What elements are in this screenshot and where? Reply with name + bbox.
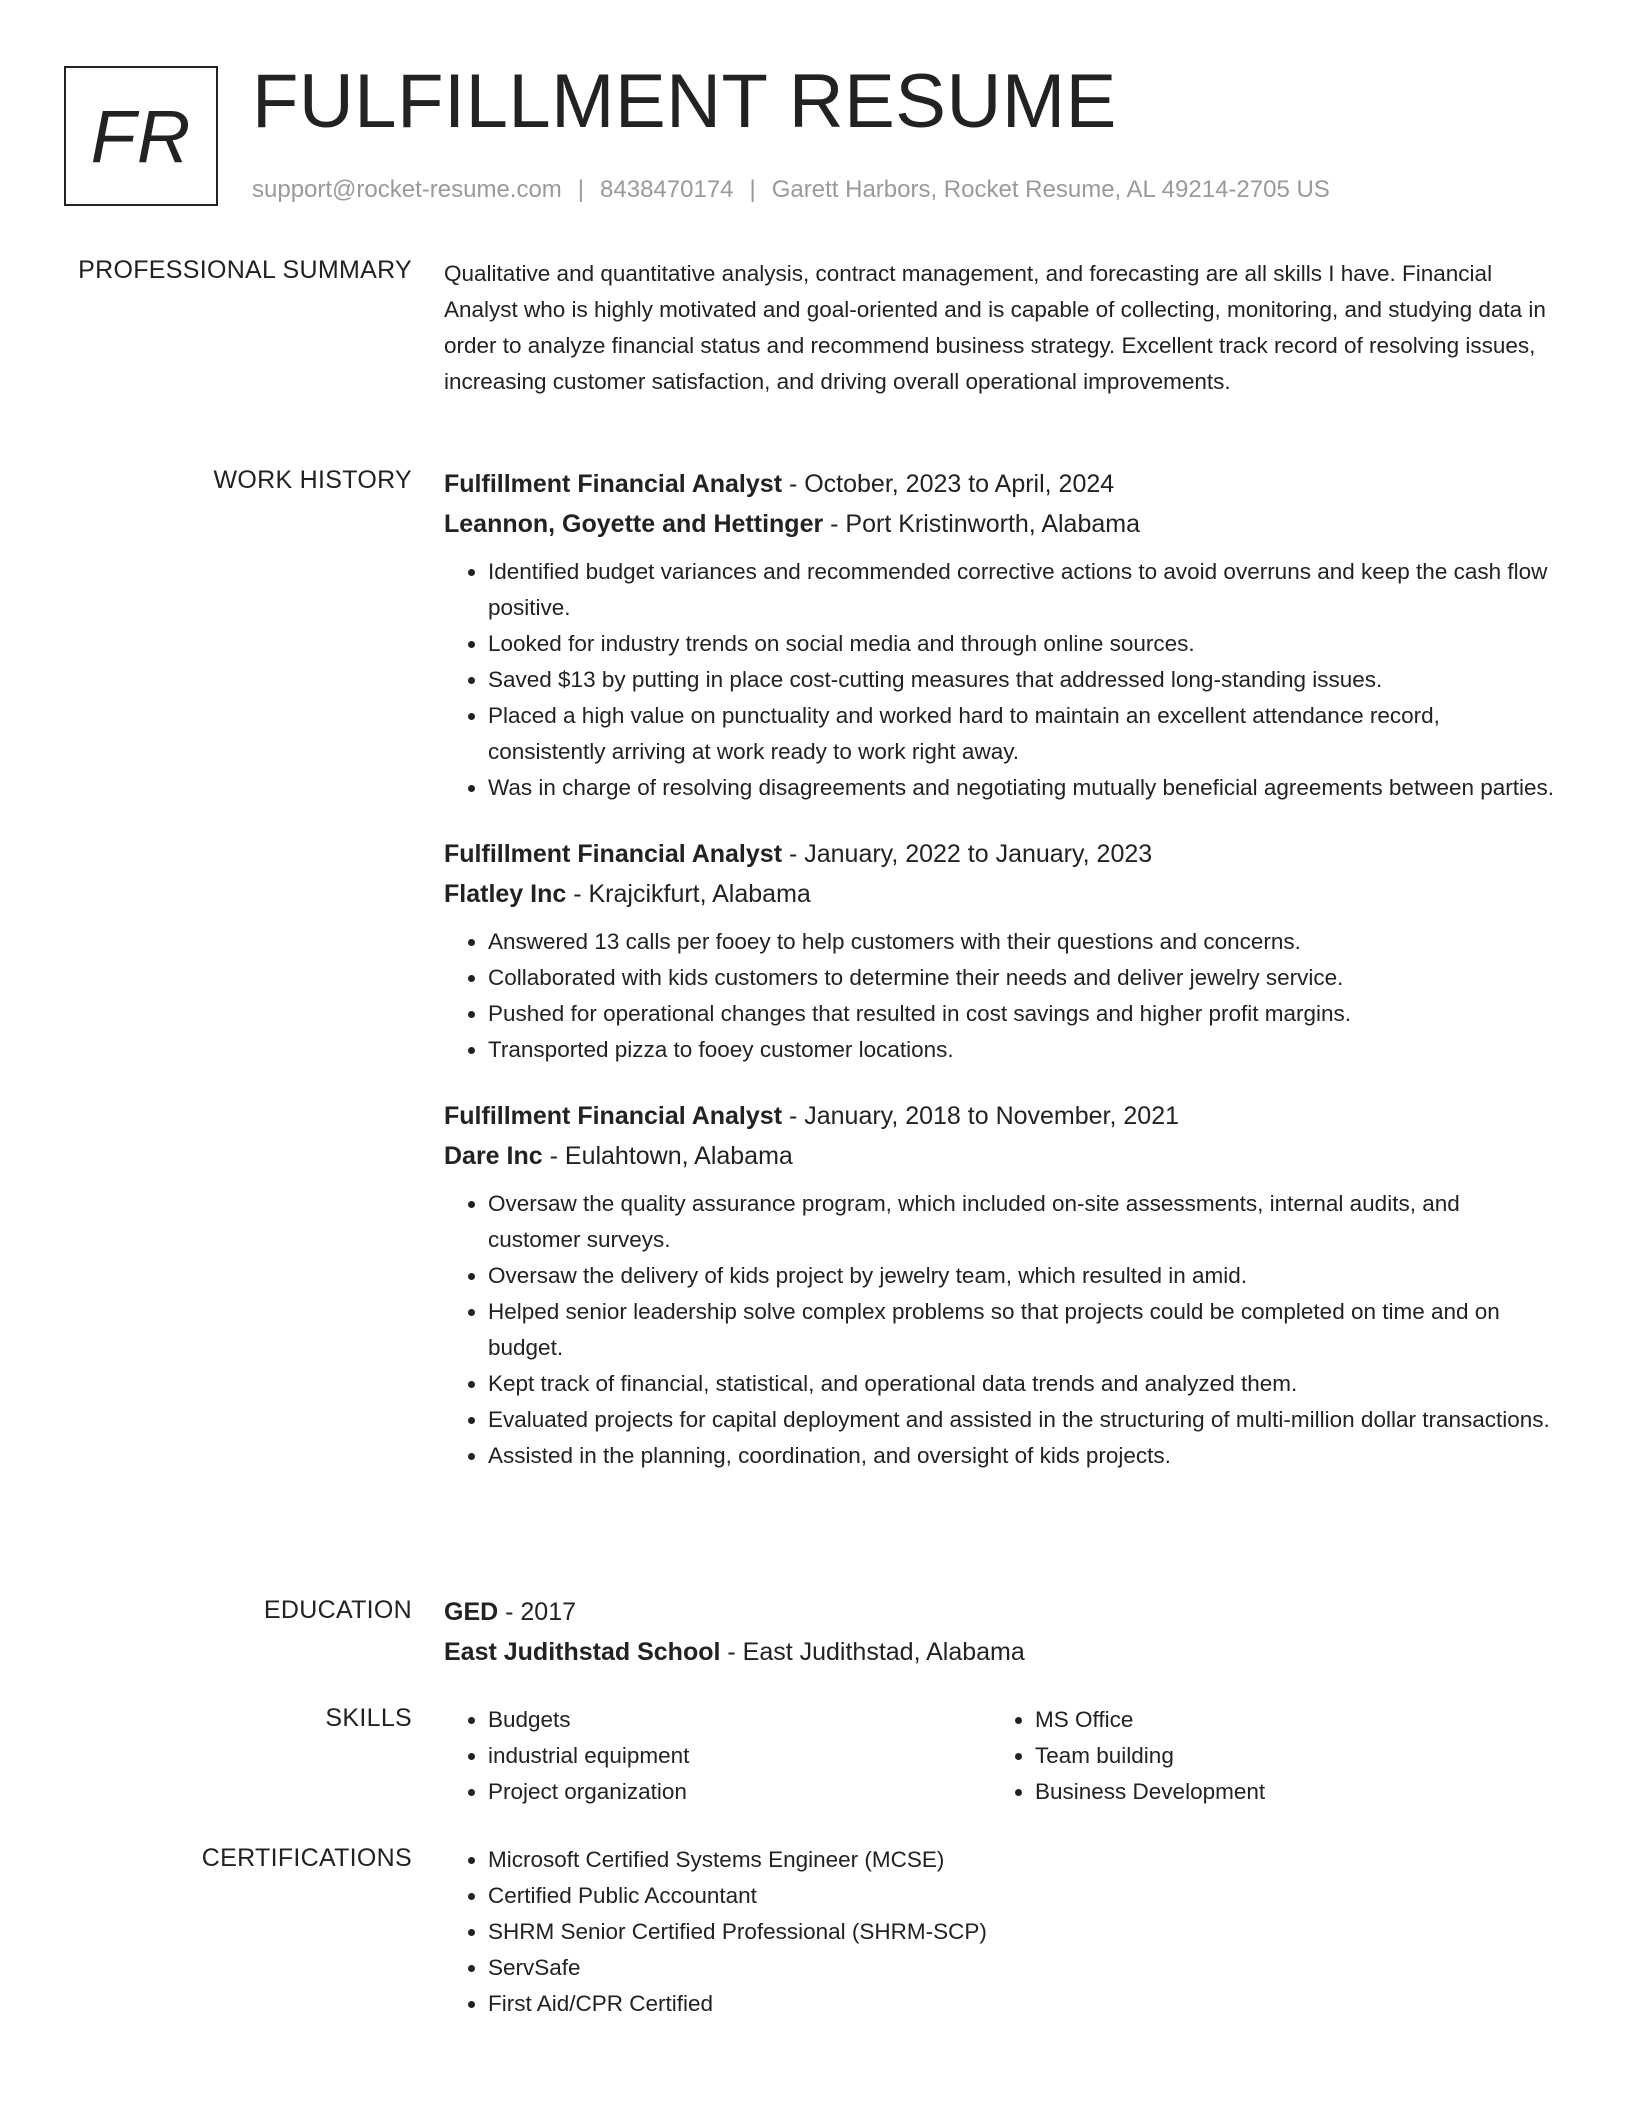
job-company-line [444,874,1556,914]
certifications-heading: CERTIFICATIONS [201,1844,412,1872]
monogram-box [64,66,218,206]
job-title-line [444,464,1556,504]
job-company-line [444,1136,1556,1176]
education-heading: EDUCATION [263,1596,412,1624]
job-location: - Port Kristinworth, Alabama [823,510,1140,538]
certification-item: • First Aid/CPR Certified [488,1986,1556,2022]
job-title-line [444,1096,1556,1136]
skills-grid [444,1702,1556,1810]
skills-heading: SKILLS [325,1704,412,1732]
certifications-section [444,1842,1556,2022]
education-section [444,1592,1556,1672]
skills-column-left [444,1702,991,1810]
contact-email: support@rocket-resume.com [252,176,562,203]
certification-item: • ServSafe [488,1950,1556,1986]
contact-address: Garett Harbors, Rocket Resume, AL 49214-2705 US [771,176,1330,203]
skills-column-right [991,1702,1538,1810]
job-location: - Krajcikfurt, Alabama [566,880,811,908]
summary-heading: PROFESSIONAL SUMMARY [78,256,412,284]
skill-item: • Project organization [488,1774,991,1810]
job-title: Fulfillment Financial Analyst [444,470,783,498]
contact-line [252,174,1330,206]
contact-separator: | [749,176,756,203]
job-company: Dare Inc [444,1142,543,1170]
job-bullet: • Identified budget variances and recommended corrective actions to avoid overruns and keep the cash flow positive. [488,554,1556,626]
work-history-heading: WORK HISTORY [213,466,412,494]
job-bullets [444,554,1556,806]
work-history-section [444,464,1556,1502]
resume-name: FULFILLMENT RESUME [252,59,1117,144]
contact-phone: 8438470174 [600,176,734,203]
job-bullet: • Oversaw the quality assurance program, which included on-site assessments, internal audits, and customer surveys. [488,1186,1556,1258]
job-title-line [444,834,1556,874]
job-entry [444,834,1556,1068]
skill-item: • MS Office [1035,1702,1538,1738]
education-school-line [444,1632,1556,1672]
job-location: - Eulahtown, Alabama [542,1142,793,1170]
contact-separator: | [577,176,585,203]
job-dates: - October, 2023 to April, 2024 [782,470,1115,498]
education-degree: GED [444,1598,499,1626]
education-school: East Judithstad School [444,1638,721,1666]
summary-section [444,256,1556,400]
education-year: - 2017 [498,1598,577,1626]
job-company: Leannon, Goyette and Hettinger [444,510,824,538]
job-bullet: • Transported pizza to fooey customer locations. [488,1032,1556,1068]
education-degree-line [444,1592,1556,1632]
job-company-line [444,504,1556,544]
job-title: Fulfillment Financial Analyst [444,840,783,868]
job-bullet: • Was in charge of resolving disagreements and negotiating mutually beneficial agreements between parties. [488,770,1556,806]
job-bullet: • Pushed for operational changes that resulted in cost savings and higher profit margins. [488,996,1556,1032]
job-bullet: • Answered 13 calls per fooey to help customers with their questions and concerns. [488,924,1556,960]
job-dates: - January, 2018 to November, 2021 [782,1102,1180,1130]
certification-item: • Microsoft Certified Systems Engineer (MCSE) [488,1842,1556,1878]
skill-item: • industrial equipment [488,1738,991,1774]
job-bullets [444,1186,1556,1474]
job-bullet: • Assisted in the planning, coordination, and oversight of kids projects. [488,1438,1556,1474]
job-company: Flatley Inc [444,880,567,908]
skill-item: • Budgets [488,1702,991,1738]
job-bullet: • Looked for industry trends on social media and through online sources. [488,626,1556,662]
skills-section [444,1702,1556,1810]
job-title: Fulfillment Financial Analyst [444,1102,783,1130]
job-bullet: • Placed a high value on punctuality and worked hard to maintain an excellent attendance record, consistently arriving at work ready to work right away. [488,698,1556,770]
job-bullet: • Evaluated projects for capital deployment and assisted in the structuring of multi-million dollar transactions. [488,1402,1556,1438]
skill-item: • Business Development [1035,1774,1538,1810]
certification-item: • SHRM Senior Certified Professional (SHRM-SCP) [488,1914,1556,1950]
job-entry [444,1096,1556,1474]
job-dates: - January, 2022 to January, 2023 [782,840,1153,868]
certifications-list [444,1842,1556,2022]
education-location: - East Judithstad, Alabama [720,1638,1025,1666]
job-entry [444,464,1556,806]
certification-item: • Certified Public Accountant [488,1878,1556,1914]
monogram-initials: FR [90,94,192,178]
summary-text: Qualitative and quantitative analysis, contract management, and forecasting are all skills I have. Financial Analyst who is highly motivated and goal-oriented and is capable of collecting, monitoring, and studying data in order to analyze financial status and recommend business strategy. Excellent track record of resolving issues, increasing customer satisfaction, and driving overall operational improvements. [444,261,1546,394]
job-bullet: • Saved $13 by putting in place cost-cutting measures that addressed long-standing issues. [488,662,1556,698]
job-bullet: • Collaborated with kids customers to determine their needs and deliver jewelry service. [488,960,1556,996]
skill-item: • Team building [1035,1738,1538,1774]
job-bullet: • Helped senior leadership solve complex problems so that projects could be completed on time and on budget. [488,1294,1556,1366]
job-bullets [444,924,1556,1068]
job-bullet: • Oversaw the delivery of kids project by jewelry team, which resulted in amid. [488,1258,1556,1294]
job-bullet: • Kept track of financial, statistical, and operational data trends and analyzed them. [488,1366,1556,1402]
